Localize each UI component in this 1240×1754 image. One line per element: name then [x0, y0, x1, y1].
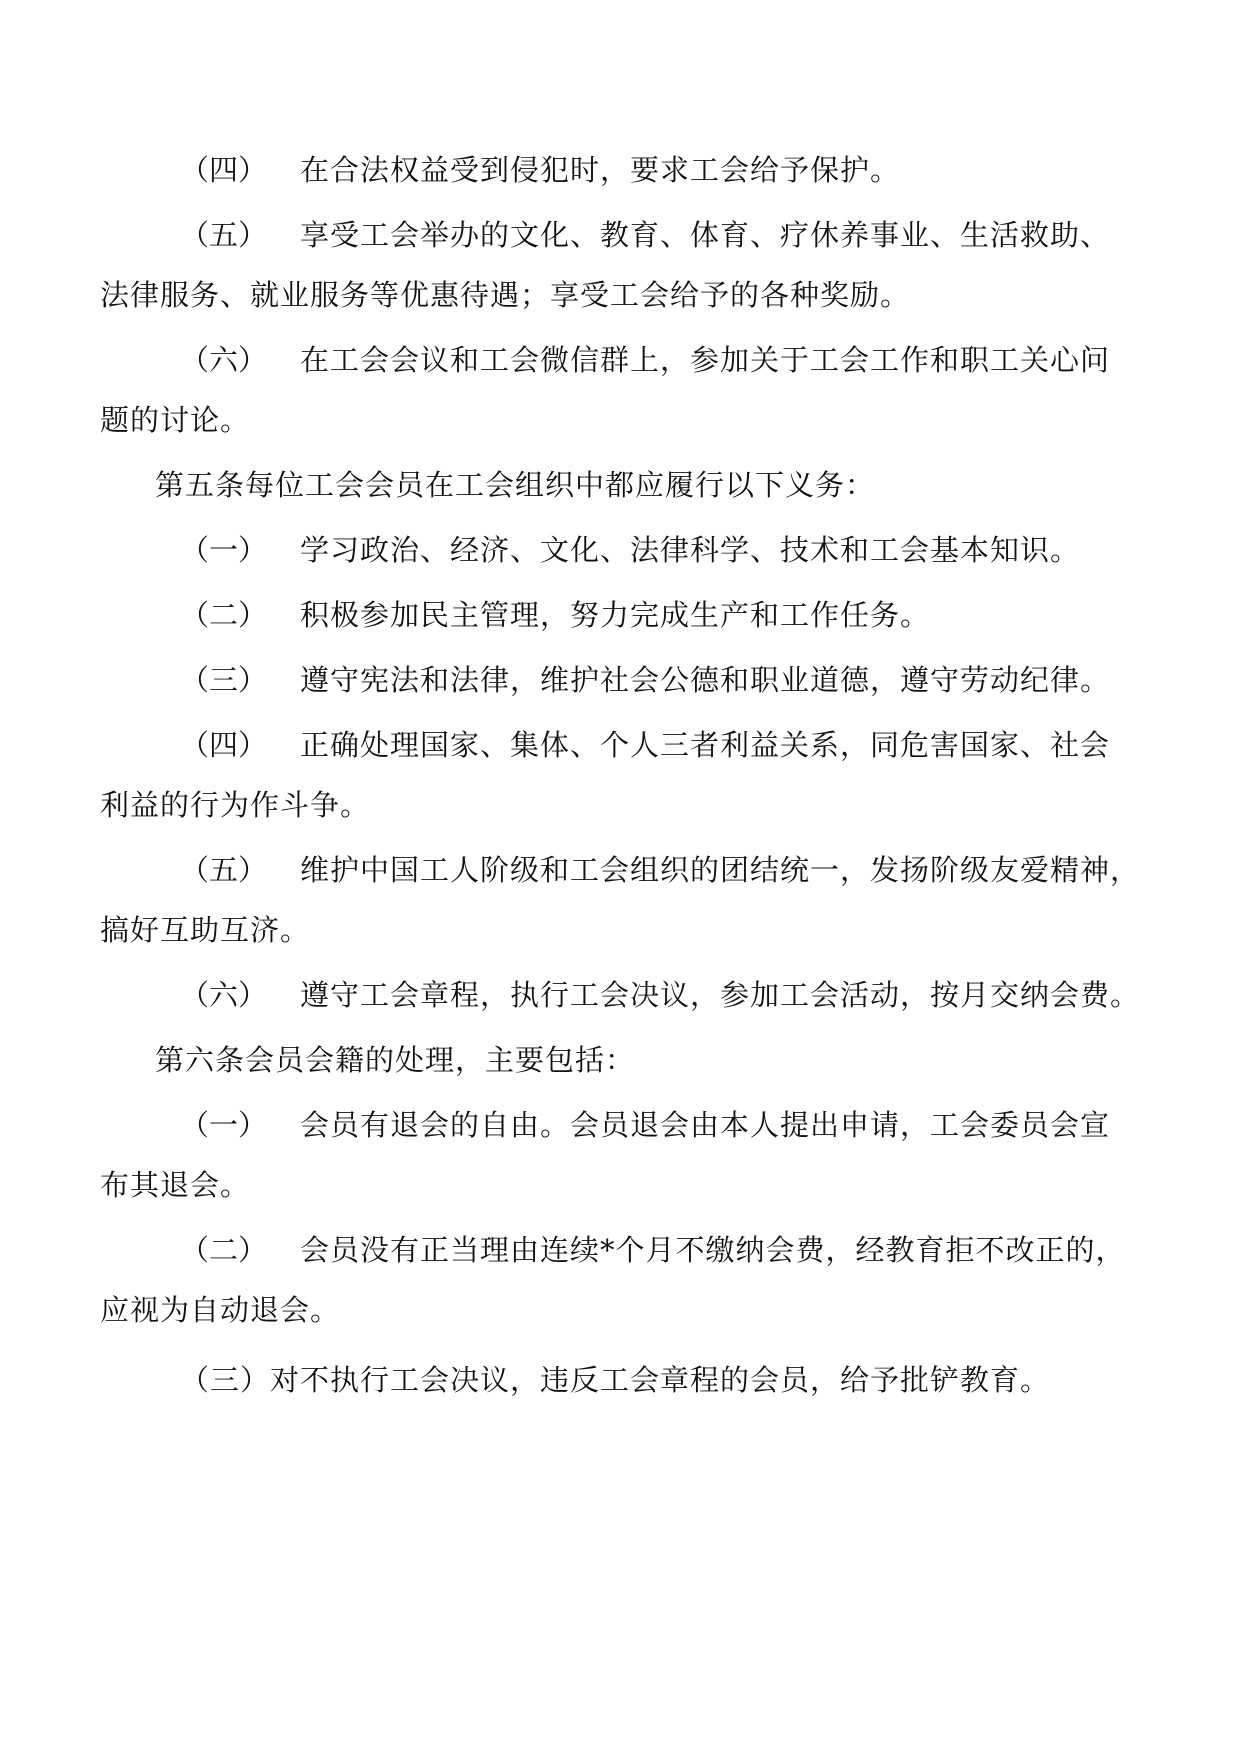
duty-continuation: 利益的行为作斗争。 [100, 788, 371, 822]
membership-text: 会员没有正当理由连续*个月不缴纳会费，经教育拒不改正的， [300, 1233, 1126, 1267]
duty-number: （一） [180, 533, 268, 567]
membership-number: （二） [180, 1233, 268, 1267]
duty-text: 学习政治、经济、文化、法律科学、技术和工会基本知识。 [300, 533, 1081, 567]
membership-continuation: 布其退会。 [100, 1168, 251, 1202]
item-text: 享受工会举办的文化、教育、体育、疗休养事业、生活救助、 [300, 218, 1111, 252]
duty-number: （六） [180, 978, 268, 1012]
article-5-heading: 第五条每位工会会员在工会组织中都应履行以下义务： [155, 468, 876, 502]
duty-number: （四） [180, 728, 268, 762]
duty-text: 正确处理国家、集体、个人三者利益关系，同危害国家、社会 [300, 728, 1111, 762]
item-number: （五） [180, 218, 268, 252]
duty-number: （二） [180, 598, 268, 632]
duty-text: 遵守宪法和法律，维护社会公德和职业道德，遵守劳动纪律。 [300, 663, 1111, 697]
membership-continuation: 应视为自动退会。 [100, 1293, 341, 1327]
item-number: （六） [180, 343, 268, 377]
item-text: 在合法权益受到侵犯时，要求工会给予保护。 [300, 153, 901, 187]
item-continuation: 题的讨论。 [100, 403, 251, 437]
membership-item-3: （三）对不执行工会决议，违反工会章程的会员，给予批铲教育。 [180, 1363, 1051, 1397]
article-6-heading: 第六条会员会籍的处理，主要包括： [155, 1043, 636, 1077]
duty-text: 遵守工会章程，执行工会决议，参加工会活动，按月交纳会费。 [300, 978, 1141, 1012]
membership-text: 会员有退会的自由。会员退会由本人提出申请，工会委员会宣 [300, 1108, 1111, 1142]
item-number: （四） [180, 153, 268, 187]
duty-text: 维护中国工人阶级和工会组织的团结统一，发扬阶级友爱精神， [300, 853, 1141, 887]
duty-continuation: 搞好互助互济。 [100, 913, 311, 947]
item-text: 在工会会议和工会微信群上，参加关于工会工作和职工关心问 [300, 343, 1111, 377]
duty-number: （五） [180, 853, 268, 887]
duty-text: 积极参加民主管理，努力完成生产和工作任务。 [300, 598, 931, 632]
membership-number: （一） [180, 1108, 268, 1142]
duty-number: （三） [180, 663, 268, 697]
item-continuation: 法律服务、就业服务等优惠待遇；享受工会给予的各种奖励。 [100, 278, 911, 312]
